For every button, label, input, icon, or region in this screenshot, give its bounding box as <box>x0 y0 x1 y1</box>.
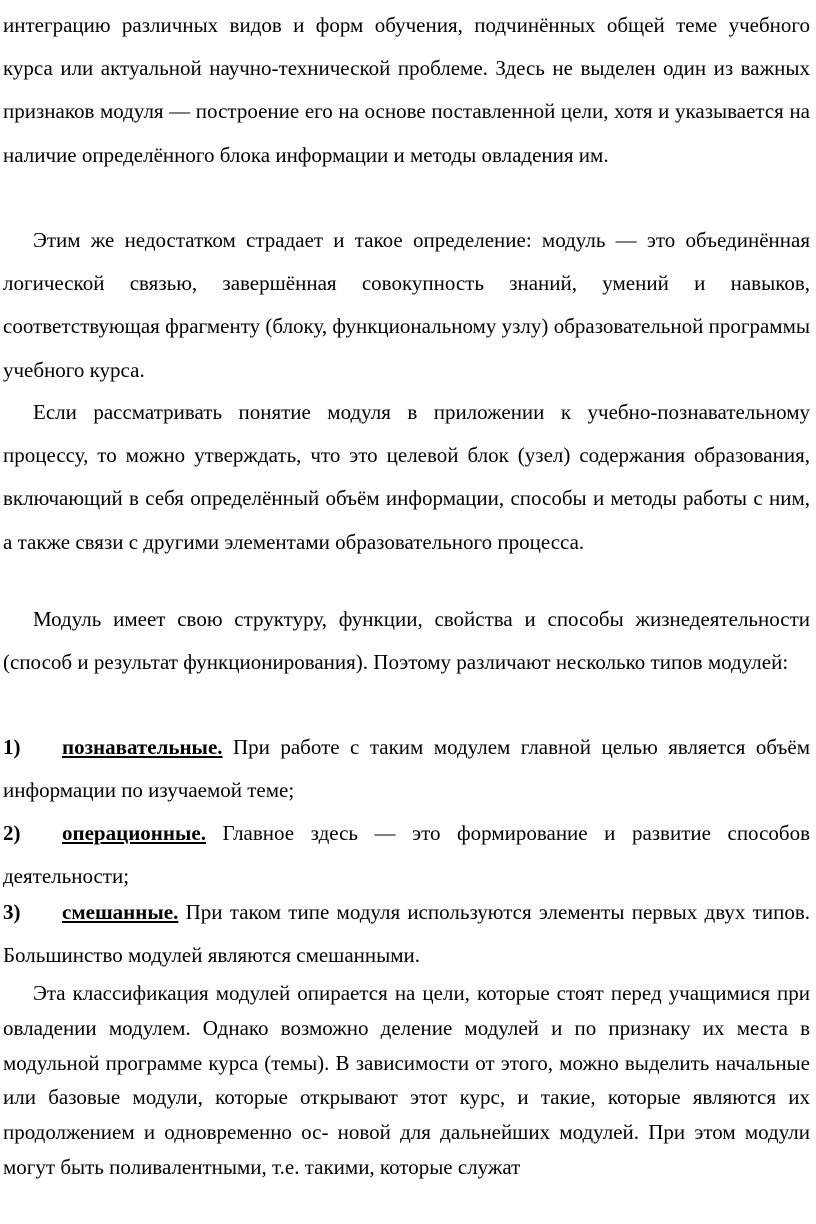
list-item-text: Главное здесь — это формирование и развитие способов деятельности; <box>3 821 810 889</box>
paragraph-continuation: интеграцию различных видов и форм обучения, подчинённых общей теме учебного курса или актуальной научно-технической проблеме. Здесь не выделен один из важных признаков модуля — построение его на основе поставленной цели, хотя и указывается на наличие определённого блока информации и методы овладения им. <box>3 13 810 167</box>
list-item-term: смешанные. <box>62 900 179 924</box>
list-item-module-type-2 <box>3 812 810 898</box>
list-item-term: операционные. <box>62 821 206 845</box>
paragraph-classification: Эта классификация модулей опирается на цели, которые стоят перед учащимися при овладении модулем. Однако возможно деление модулей и по признаку их места в модульной программе курса (темы). В зависимости от этого, можно выделить начальные или базовые модули, которые открывают этот курс, и такие, которые являются их продолжением и одновременно ос- новой для дальнейших модулей. При этом модули могут быть поливалентными, т.е. такими, которые служат <box>3 981 810 1179</box>
list-item-text: При работе с таким модулем главной целью является объём информации по изучаемой теме; <box>3 735 810 803</box>
paragraph-module-structure: Модуль имеет свою структуру, функции, свойства и способы жизнедеятельности (способ и результат функционирования). Поэтому различают несколько типов модулей: <box>3 607 810 675</box>
list-item-number: 3) <box>3 900 21 924</box>
list-item-number: 2) <box>3 821 21 845</box>
list-item-text: При таком типе модуля используются элементы первых двух типов. Большинство модулей являются смешанными. <box>3 900 811 968</box>
list-item-module-type-3 <box>3 891 810 977</box>
list-item-module-type-1 <box>3 726 810 812</box>
paragraph-definition-critique: Этим же недостатком страдает и такое определение: модуль — это объединённая логической связью, завершённая совокупность знаний, умений и навыков, соответствующая фрагменту (блоку, функциональному узлу) образовательной программы учебного курса. <box>3 228 810 382</box>
list-item-number: 1) <box>3 735 21 759</box>
list-item-term: познавательные. <box>62 735 223 759</box>
paragraph-module-as-target-block: Если рассматривать понятие модуля в приложении к учебно-познавательному процессу, то можно утверждать, что это целевой блок (узел) содержания образования, включающий в себя определённый объём информации, способы и методы работы с ним, а также связи с другими элементами образовательного процесса. <box>3 400 810 554</box>
